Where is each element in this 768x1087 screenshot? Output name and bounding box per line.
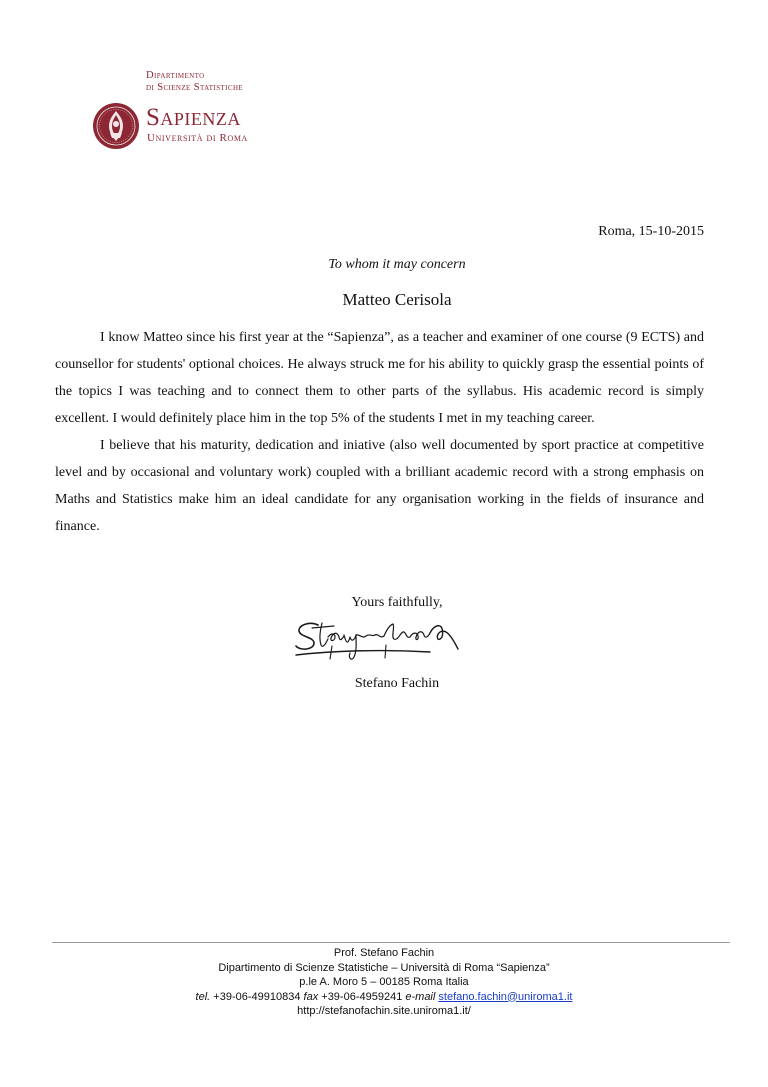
footer-department: Dipartimento di Scienze Statistiche – Università di Roma “Sapienza” bbox=[218, 961, 550, 974]
department-name-line1 bbox=[146, 70, 205, 81]
footer-website[interactable]: http://stefanofachin.site.uniroma1.it/ bbox=[297, 1005, 471, 1017]
letterhead bbox=[92, 64, 352, 164]
footer-contacts bbox=[0, 990, 768, 1005]
body-paragraph-2: I believe that his maturity, dedication and iniative (also well documented by sport practice at competitive level and by occasional and voluntary work) coupled with a brilliant academic record with a strong emphasis on Maths and Statistics make him an ideal candidate for any organisation working in the fields of insurance and finance. bbox=[55, 438, 704, 534]
department-name-line2 bbox=[146, 82, 243, 93]
handwritten-signature bbox=[290, 615, 465, 665]
email-label: e-mail bbox=[405, 990, 436, 1003]
fax-number: +39-06-4959241 bbox=[321, 990, 403, 1003]
salutation: To whom it may concern bbox=[328, 257, 466, 272]
university-name-text: Sapienza bbox=[146, 104, 241, 131]
email-link[interactable]: stefano.fachin@uniroma1.it bbox=[438, 990, 573, 1003]
footer-address: p.le A. Moro 5 – 00185 Roma Italia bbox=[299, 976, 469, 988]
tel-label: tel. bbox=[195, 990, 211, 1003]
university-subtitle bbox=[147, 132, 248, 144]
subject-name: Matteo Cerisola bbox=[342, 290, 452, 309]
signer-name: Stefano Fachin bbox=[354, 676, 440, 691]
fax-label: fax bbox=[303, 990, 319, 1003]
tel-number: +39-06-49910834 bbox=[213, 990, 301, 1003]
letter-body bbox=[55, 324, 704, 540]
body-paragraph-1: I know Matteo since his first year at the “Sapienza”, as a teacher and examiner of one course (9 ECTS) and counsellor for students' optional choices. He always struck me for his ability to quickly grasp the essential points of the topics I was teaching and to connect them to other parts of the syllabus. His academic record is simply excellent. I would definitely place him in the top 5% of the students I met in my teaching career. bbox=[55, 330, 704, 426]
footer bbox=[0, 946, 768, 1019]
university-subtitle-text: Università di Roma bbox=[147, 132, 248, 144]
department-line1-text: Dipartimento bbox=[146, 70, 205, 81]
university-name bbox=[146, 104, 241, 132]
closing: Yours faithfully, bbox=[351, 595, 443, 610]
sapienza-seal-icon bbox=[92, 102, 140, 150]
letter-date: Roma, 15-10-2015 bbox=[598, 224, 704, 239]
footer-divider bbox=[52, 942, 730, 943]
footer-name: Prof. Stefano Fachin bbox=[333, 947, 435, 959]
department-line2-text: di Scienze Statistiche bbox=[146, 82, 244, 93]
